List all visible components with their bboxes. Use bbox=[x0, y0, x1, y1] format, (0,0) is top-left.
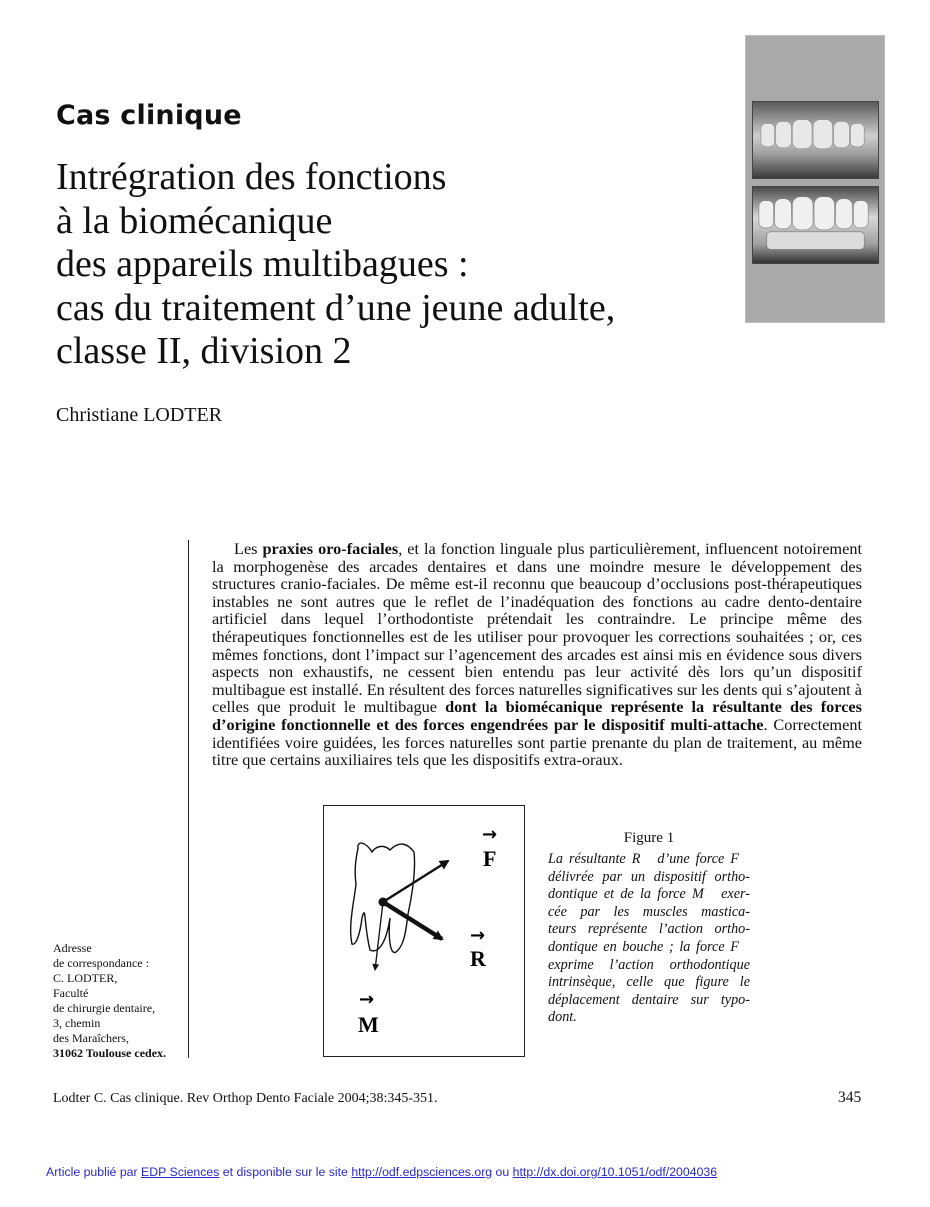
title-line: à la biomécanique bbox=[56, 199, 333, 242]
address-line: des Maraîchers, bbox=[53, 1031, 129, 1045]
footer-text: et disponible sur le site bbox=[219, 1165, 352, 1179]
caption-line: déplacement dentaire sur typo- bbox=[548, 991, 750, 1008]
margin-rule bbox=[188, 540, 189, 1058]
address-line: de correspondance : bbox=[53, 956, 149, 970]
figure-1 bbox=[323, 805, 525, 1057]
citation: Lodter C. Cas clinique. Rev Orthop Dento Faciale 2004;38:345-351. bbox=[53, 1091, 438, 1106]
force-r-arrow bbox=[383, 902, 442, 939]
correspondence-address bbox=[53, 941, 183, 1061]
force-f-arrow bbox=[383, 861, 448, 902]
caption-line: dontique et de la force M⃗ exer- bbox=[548, 886, 750, 903]
footer-text: Article publié par bbox=[46, 1165, 142, 1179]
journal-cover-thumbnail bbox=[745, 35, 885, 323]
publication-footer bbox=[46, 1165, 717, 1179]
address-line: de chirurgie dentaire, bbox=[53, 1001, 156, 1015]
tooth-force-diagram bbox=[324, 806, 524, 1056]
abstract-keyword: praxies oro-faciales bbox=[262, 539, 399, 558]
title-line: Intrégration des fonctions bbox=[56, 156, 447, 198]
author-name: Christiane LODTER bbox=[56, 404, 223, 426]
caption-line: La résultante R⃗ d’une force F⃗ bbox=[548, 851, 750, 867]
title-line: des appareils multibagues : bbox=[56, 243, 469, 285]
address-line: Faculté bbox=[53, 986, 89, 1000]
label-r: R bbox=[470, 946, 486, 971]
publisher-link[interactable]: EDP Sciences bbox=[141, 1165, 220, 1179]
footer-text: ou bbox=[492, 1165, 513, 1179]
abstract-text: , et la fonction linguale plus particulièrement, influencent notoirement la morphogenèse des arcades dentaires et dans une moindre mesure le développement des structures cranio-faciales. De même est-il reconnu que beaucoup d’occlusions post-thérapeutiques instables ne sont autres que le reflet de l’inadéquation des fonctions au cadre dento-dentaire artificiel dans lequel l’orthodontiste prétendait les contraindre. Le principe même des thérapeutiques fonctionnelles est de les utiliser pour provoquer les corrections souhaitées ; or, ces mêmes fonctions, dont l’impact sur l’agencement des arcades est ainsi mis en évidence sous divers aspects non exhaustifs, ne cessent bien entendu pas leur activité dès lors qu’un dispositif multibague est installé. En résultent des forces naturelles significatives sur les dents qui s’ajoutent à celles que produit le multibague bbox=[212, 539, 862, 717]
label-f: F bbox=[483, 846, 497, 871]
abstract-text: . Correctement identifiées voire guidées, les forces naturelles sont partie prenante du plan de traitement, au même titre que certains auxiliaires tels que les dispositifs extra-oraux. bbox=[212, 714, 862, 770]
address-line: Adresse bbox=[53, 941, 92, 955]
label-r-vector: → bbox=[470, 925, 486, 946]
figure-caption bbox=[548, 851, 750, 1027]
force-m-arrow bbox=[375, 902, 383, 970]
label-f-vector: → bbox=[482, 824, 498, 845]
caption-line: dontique en bouche ; la force F⃗ bbox=[548, 938, 750, 955]
caption-line: dont. bbox=[548, 1009, 577, 1026]
site-link[interactable]: http://odf.edpsciences.org bbox=[351, 1165, 493, 1179]
abstract-paragraph bbox=[212, 540, 862, 769]
teeth-photo-bottom bbox=[752, 186, 879, 264]
address-line: C. LODTER, bbox=[53, 971, 118, 985]
caption-line: intrinsèque, celle que figure le bbox=[548, 974, 750, 991]
caption-line: exprime l’action orthodontique bbox=[548, 956, 750, 973]
doi-link[interactable]: http://dx.doi.org/10.1051/odf/2004036 bbox=[512, 1165, 718, 1179]
title-line: cas du traitement d’une jeune adulte, bbox=[56, 286, 616, 329]
caption-line: cée par les muscles mastica- bbox=[548, 903, 750, 920]
article-title bbox=[56, 156, 736, 374]
address-line: 3, chemin bbox=[53, 1016, 101, 1030]
teeth-photo-top bbox=[752, 101, 879, 179]
page-number: 345 bbox=[838, 1089, 862, 1106]
section-label: Cas clinique bbox=[56, 100, 242, 131]
label-m: M bbox=[358, 1012, 379, 1037]
title-line: classe II, division 2 bbox=[56, 330, 352, 372]
abstract bbox=[212, 540, 862, 769]
abstract-text: Les bbox=[234, 539, 263, 558]
label-m-vector: → bbox=[359, 989, 375, 1010]
caption-line: teurs représente l’action ortho- bbox=[548, 921, 750, 938]
abstract-emphasis: dont la biomécanique représente la résultante des forces d’origine fonctionnelle et des forces engendrées par le dispositif multi-attache bbox=[212, 697, 862, 734]
address-line: 31062 Toulouse cedex. bbox=[53, 1046, 167, 1060]
center-of-resistance bbox=[379, 898, 388, 907]
caption-line: délivrée par un dispositif ortho- bbox=[548, 868, 750, 885]
figure-title: Figure 1 bbox=[623, 830, 675, 846]
